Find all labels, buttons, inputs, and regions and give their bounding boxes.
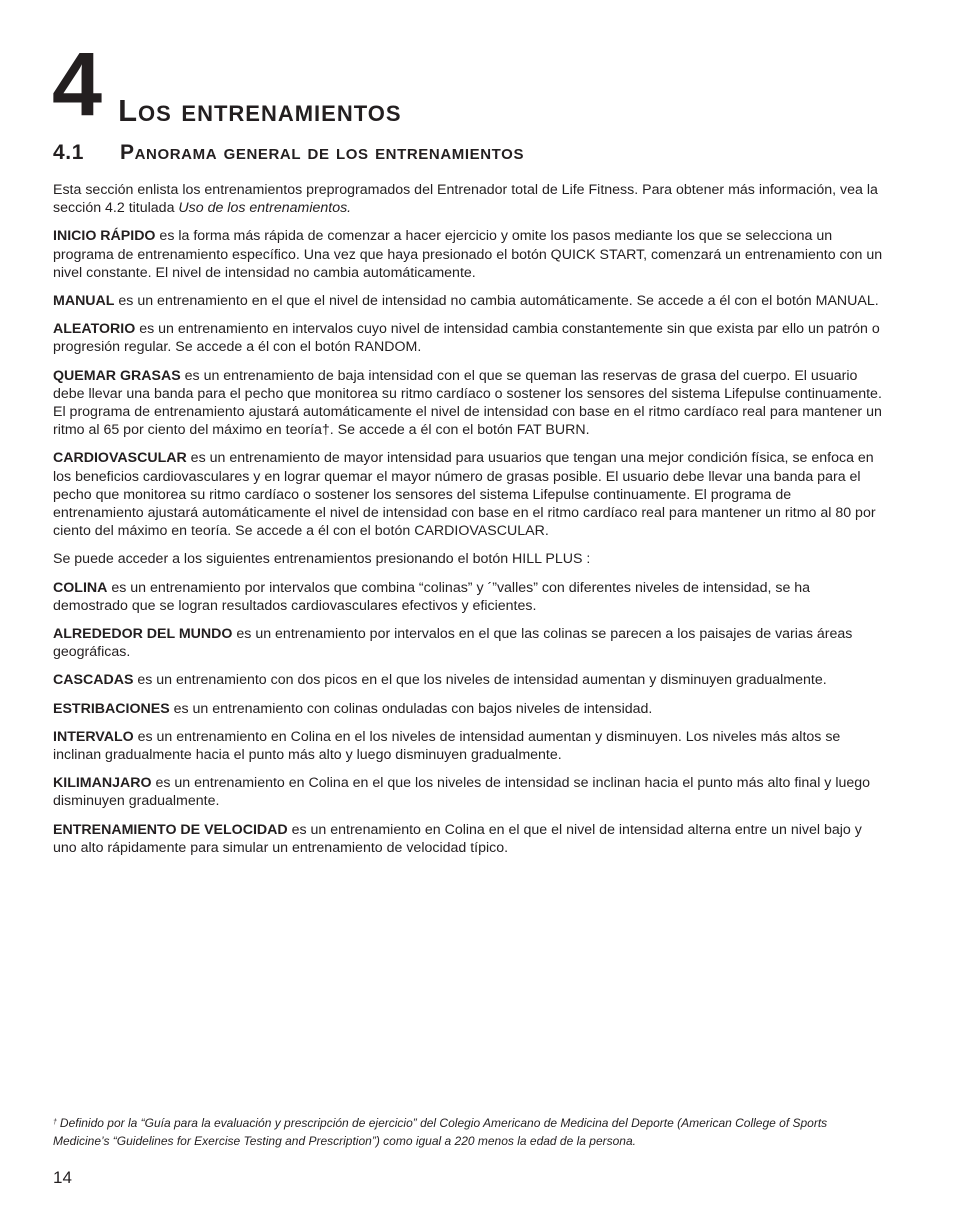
hill-workout-paragraph bbox=[53, 579, 883, 615]
section-heading bbox=[53, 141, 524, 165]
workout-paragraph bbox=[53, 320, 883, 356]
chapter-heading bbox=[52, 35, 402, 135]
footnote-mark: † bbox=[53, 1119, 57, 1126]
body-text bbox=[53, 181, 883, 867]
workout-term: CARDIOVASCULAR bbox=[53, 450, 187, 467]
chapter-title: Los entrenamientos bbox=[118, 93, 402, 128]
workout-term: ALREDEDOR DEL MUNDO bbox=[53, 626, 233, 643]
hill-plus-intro: Se puede acceder a los siguientes entrenamientos presionando el botón HILL PLUS : bbox=[53, 551, 591, 568]
workout-term: INICIO RÁPIDO bbox=[53, 228, 156, 245]
workout-term: ESTRIBACIONES bbox=[53, 700, 170, 717]
section-title: Panorama general de los entrenamientos bbox=[120, 141, 525, 164]
workout-term: INTERVALO bbox=[53, 728, 134, 745]
hill-workout-paragraph bbox=[53, 700, 883, 718]
workout-term: MANUAL bbox=[53, 293, 115, 310]
intro-text: Esta sección enlista los entrenamientos preprogramados del Entrenador total de Life Fitness. Para obtener más información, vea la sección 4.2 titulada bbox=[53, 182, 878, 217]
workout-paragraph bbox=[53, 227, 883, 282]
hill-workout-paragraph bbox=[53, 728, 883, 764]
workout-term: CASCADAS bbox=[53, 672, 134, 689]
workout-term: ENTRENAMIENTO DE VELOCIDAD bbox=[53, 821, 288, 838]
workout-description: es un entrenamiento por intervalos que combina “colinas” y ´”valles” con diferentes niveles de intensidad, se ha demostrado que se logran resultados cardiovasculares efectivos y eficientes. bbox=[53, 579, 811, 614]
workout-description: es un entrenamiento por intervalos en el que las colinas se parecen a los paisajes de varias áreas geográficas. bbox=[53, 626, 853, 661]
workout-description: es un entrenamiento en Colina en el que los niveles de intensidad se inclinan hacia el punto más alto final y luego disminuyen gradualmente. bbox=[53, 775, 871, 810]
footnote bbox=[53, 1114, 883, 1150]
section-number: 4.1 bbox=[53, 141, 84, 164]
workout-term: QUEMAR GRASAS bbox=[53, 367, 181, 384]
workout-paragraph bbox=[53, 292, 883, 310]
workout-description: es un entrenamiento en intervalos cuyo nivel de intensidad cambia constantemente sin que exista par ello un patrón o progresión regular. Se accede a él con el botón RANDOM. bbox=[53, 321, 880, 356]
workout-term: COLINA bbox=[53, 579, 108, 596]
workout-description: es la forma más rápida de comenzar a hacer ejercicio y omite los pasos mediante los que se selecciona un programa de entrenamiento específico. Una vez que haya presionado el botón QUICK START, comenzará un entrenamiento con un nivel constante. El nivel de intensidad no cambia automáticamente. bbox=[53, 228, 883, 281]
footnote-text: Definido por la “Guía para la evaluación y prescripción de ejercicio” del Colegio Americano de Medicina del Deporte (American College of Sports Medicine’s “Guidelines for Exercise Testing and Prescription”) como igual a 220 menos la edad de la persona. bbox=[53, 1116, 828, 1148]
workout-description: es un entrenamiento con dos picos en el que los niveles de intensidad aumentan y disminuyen gradualmente. bbox=[133, 672, 827, 689]
workout-paragraph bbox=[53, 367, 883, 440]
workout-description: es un entrenamiento de baja intensidad con el que se queman las reservas de grasa del cuerpo. El usuario debe llevar una banda para el pecho que monitorea su ritmo cardíaco o sostener los sensores del sistema Lifepulse continuamente. El programa de entrenamiento ajustará automáticamente el nivel de intensidad con base en el ritmo cardíaco real para mantener un ritmo al 65 por ciento del máximo en teoría†. Se accede a él con el botón FAT BURN. bbox=[53, 367, 882, 439]
workout-term: ALEATORIO bbox=[53, 321, 136, 338]
hill-workout-paragraph bbox=[53, 671, 883, 689]
workout-description: es un entrenamiento de mayor intensidad para usuarios que tengan una mejor condición física, se enfoca en los beneficios cardiovasculares y en lograr quemar el mayor número de grasas posible. El usuario debe llevar una banda para el pecho que monitorea su ritmo cardíaco o sostener los sensores del sistema Lifepulse continuamente. El programa de entrenamiento ajustará automáticamente el nivel de intensidad con base en el ritmo cardíaco real para mantener un ritmo al 80 por ciento del máximo en teoría. Se accede a él con el botón CARDIOVASCULAR. bbox=[53, 450, 876, 540]
intro-paragraph bbox=[53, 181, 883, 217]
workout-description: es un entrenamiento en Colina en el que el nivel de intensidad alterna entre un nivel bajo y uno alto rápidamente para simular un entrenamiento de velocidad típico. bbox=[53, 821, 862, 856]
workout-paragraph bbox=[53, 449, 883, 540]
hill-workout-paragraph bbox=[53, 625, 883, 661]
workout-description: es un entrenamiento en Colina en el los niveles de intensidad aumentan y disminuyen. Los niveles más altos se inclinan gradualmente hacia el punto más alto y luego disminuyen gradualmente. bbox=[53, 728, 841, 764]
hill-workout-paragraph bbox=[53, 821, 883, 857]
workout-term: KILIMANJARO bbox=[53, 775, 152, 792]
workout-description: es un entrenamiento con colinas onduladas con bajos niveles de intensidad. bbox=[169, 700, 653, 717]
hill-workout-paragraph bbox=[53, 774, 883, 810]
intro-reference: Uso de los entrenamientos. bbox=[178, 200, 352, 217]
workout-description: es un entrenamiento en el que el nivel de intensidad no cambia automáticamente. Se accede a él con el botón MANUAL. bbox=[114, 293, 879, 310]
chapter-number: 4 bbox=[52, 35, 101, 135]
page-number: 14 bbox=[53, 1168, 72, 1187]
